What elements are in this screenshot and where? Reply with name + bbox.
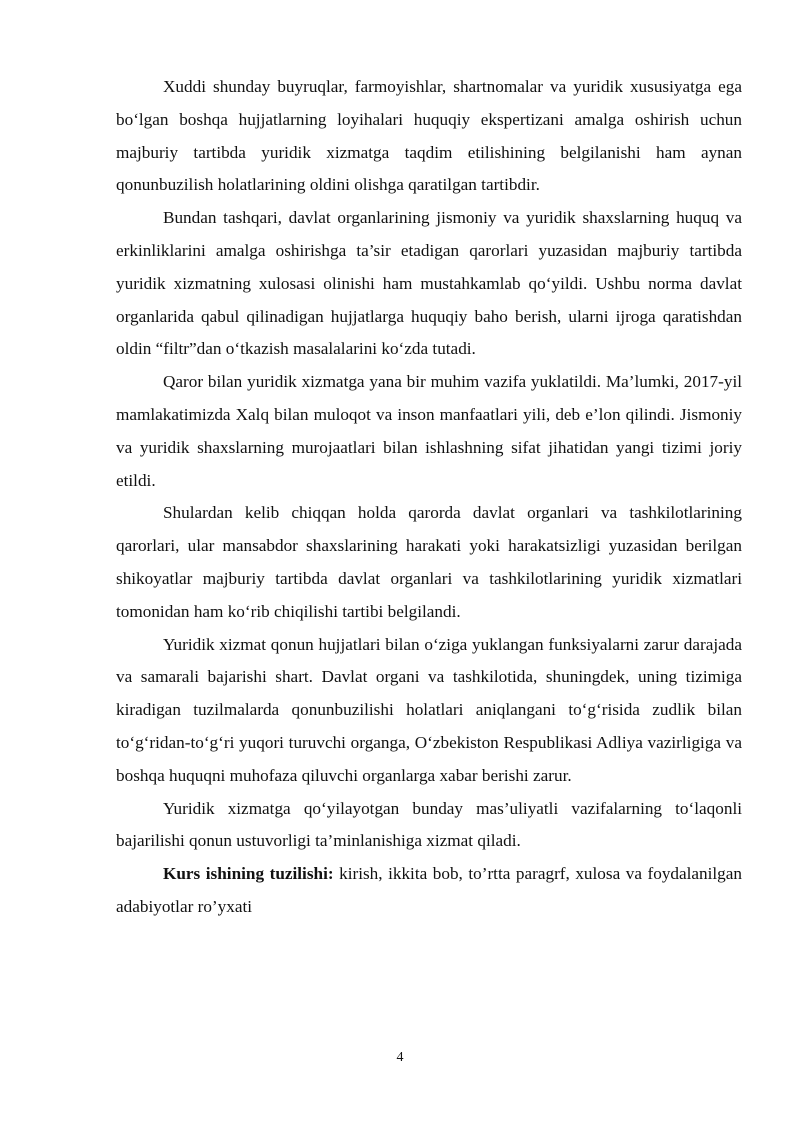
paragraph: Qaror bilan yuridik xizmatga yana bir muhim vazifa yuklatildi. Ma’lumki, 2017-yil mamlakatimizda Xalq bilan muloqot va inson manfaatlari yili, deb e’lon qilindi. Jismoniy va yuridik shaxslarning murojaatlari bilan ishlashning sifat jihatidan yangi tizimi joriy etildi.	[116, 372, 742, 490]
course-structure-heading: Kurs ishining tuzilishi:	[163, 864, 334, 884]
paragraph: Xuddi shunday buyruqlar, farmoyishlar, shartnomalar va yuridik xususiyatga ega bo‘lgan boshqa hujjatlarning loyihalari huquqiy ekspertizani amalga oshirish uchun majburiy tartibda yuridik xizmatga taqdim etilishining belgilanishi ham aynan qonunbuzilish holatlarining oldini olishga qaratilgan tartibdir.	[116, 77, 742, 195]
page-number: 4	[396, 1050, 404, 1065]
course-structure-paragraph	[116, 858, 742, 924]
paragraph: Bundan tashqari, davlat organlarining jismoniy va yuridik shaxslarning huquq va erkinliklarini amalga oshirishga ta’sir etadigan qarorlari yuzasidan majburiy tartibda yuridik xizmatning xulosasi olinishi ham mustahkamlab qo‘yildi. Ushbu norma davlat organlarida qabul qilinadigan hujjatlarga huquqiy baho berish, ularni ijroga qaratishdan oldin “filtr”dan o‘tkazish masalalarini ko‘zda tutadi.	[116, 208, 742, 359]
paragraph: Shulardan kelib chiqqan holda qarorda davlat organlari va tashkilotlarining qarorlari, ular mansabdor shaxslarining harakati yoki harakatsizligi yuzasidan berilgan shikoyatlar majburiy tartibda davlat organlari va tashkilotlarining yuridik xizmatlari tomonidan ham ko‘rib chiqilishi tartibi belgilandi.	[116, 503, 742, 621]
paragraph: Yuridik xizmatga qo‘yilayotgan bunday mas’uliyatli vazifalarning to‘laqonli bajarilishi qonun ustuvorligi ta’minlanishiga xizmat qiladi.	[116, 798, 742, 851]
course-structure-text: kirish, ikkita bob, to’rtta paragrf, xulosa va foydalanilgan adabiyotlar ro’yxati	[116, 864, 742, 916]
document-body	[116, 71, 742, 924]
paragraph: Yuridik xizmat qonun hujjatlari bilan o‘ziga yuklangan funksiyalarni zarur darajada va samarali bajarishi shart. Davlat organi va tashkilotida, shuningdek, uning tizimiga kiradigan tuzilmalarda qonunbuzilishi holatlari aniqlangani to‘g‘risida zudlik bilan to‘g‘ridan-to‘g‘ri yuqori turuvchi organga, O‘zbekiston Respublikasi Adliya vazirligiga va boshqa huquqni muhofaza qiluvchi organlarga xabar berishi zarur.	[116, 634, 742, 785]
